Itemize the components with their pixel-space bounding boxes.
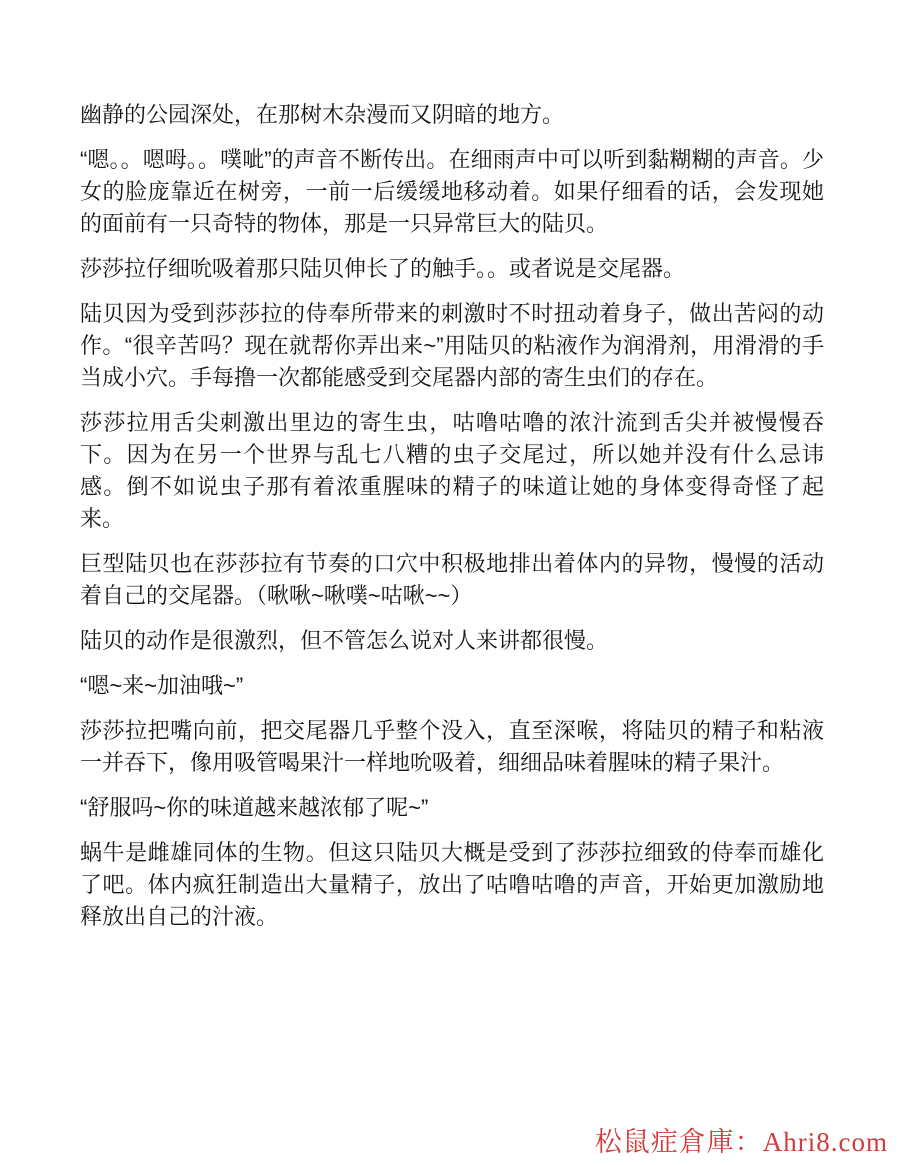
story-paragraph: 蜗牛是雌雄同体的生物。但这只陆贝大概是受到了莎莎拉细致的侍奉而雄化了吧。体内疯狂制造出大量精子，放出了咕噜咕噜的声音，开始更加激励地释放出自己的汁液。 (80, 840, 824, 929)
story-paragraph: “舒服吗~你的味道越来越浓郁了呢~” (80, 795, 429, 820)
story-paragraph: “嗯。。嗯呣。。噗呲”的声音不断传出。在细雨声中可以听到黏糊糊的声音。少女的脸庞靠近在树旁，一前一后缓缓地移动着。如果仔细看的话，会发现她的面前有一只奇特的物体，那是一只异常巨大的陆贝。 (80, 147, 824, 236)
story-paragraph: 巨型陆贝也在莎莎拉有节奏的口穴中积极地排出着体内的异物，慢慢的活动着自己的交尾器。（啾啾~啾噗~咕啾~~） (80, 551, 824, 608)
story-paragraph: 莎莎拉把嘴向前，把交尾器几乎整个没入，直至深喉，将陆贝的精子和粘液一并吞下，像用吸管喝果汁一样地吮吸着，细细品味着腥味的精子果汁。 (80, 718, 824, 775)
story-paragraph: 莎莎拉仔细吮吸着那只陆贝伸长了的触手。。或者说是交尾器。 (80, 256, 686, 281)
watermark: 松鼠症倉庫：Ahri8.com (594, 1127, 888, 1157)
story-paragraph: 幽静的公园深处，在那树木杂漫而又阴暗的地方。 (80, 102, 565, 127)
story-paragraph: 陆贝因为受到莎莎拉的侍奉所带来的刺激时不时扭动着身子，做出苦闷的动作。“很辛苦吗？现在就帮你弄出来~”用陆贝的粘液作为润滑剂，用滑滑的手当成小穴。手每撸一次都能感受到交尾器内部的寄生虫们的存在。 (80, 301, 824, 390)
story-paragraph: “嗯~来~加油哦~” (80, 673, 244, 698)
story-paragraph: 陆贝的动作是很激烈，但不管怎么说对人来讲都很慢。 (80, 628, 609, 653)
story-paragraph: 莎莎拉用舌尖刺激出里边的寄生虫，咕噜咕噜的浓汁流到舌尖并被慢慢吞下。因为在另一个世界与乱七八糟的虫子交尾过，所以她并没有什么忌讳感。倒不如说虫子那有着浓重腥味的精子的味道让她的身体变得奇怪了起来。 (80, 410, 824, 531)
